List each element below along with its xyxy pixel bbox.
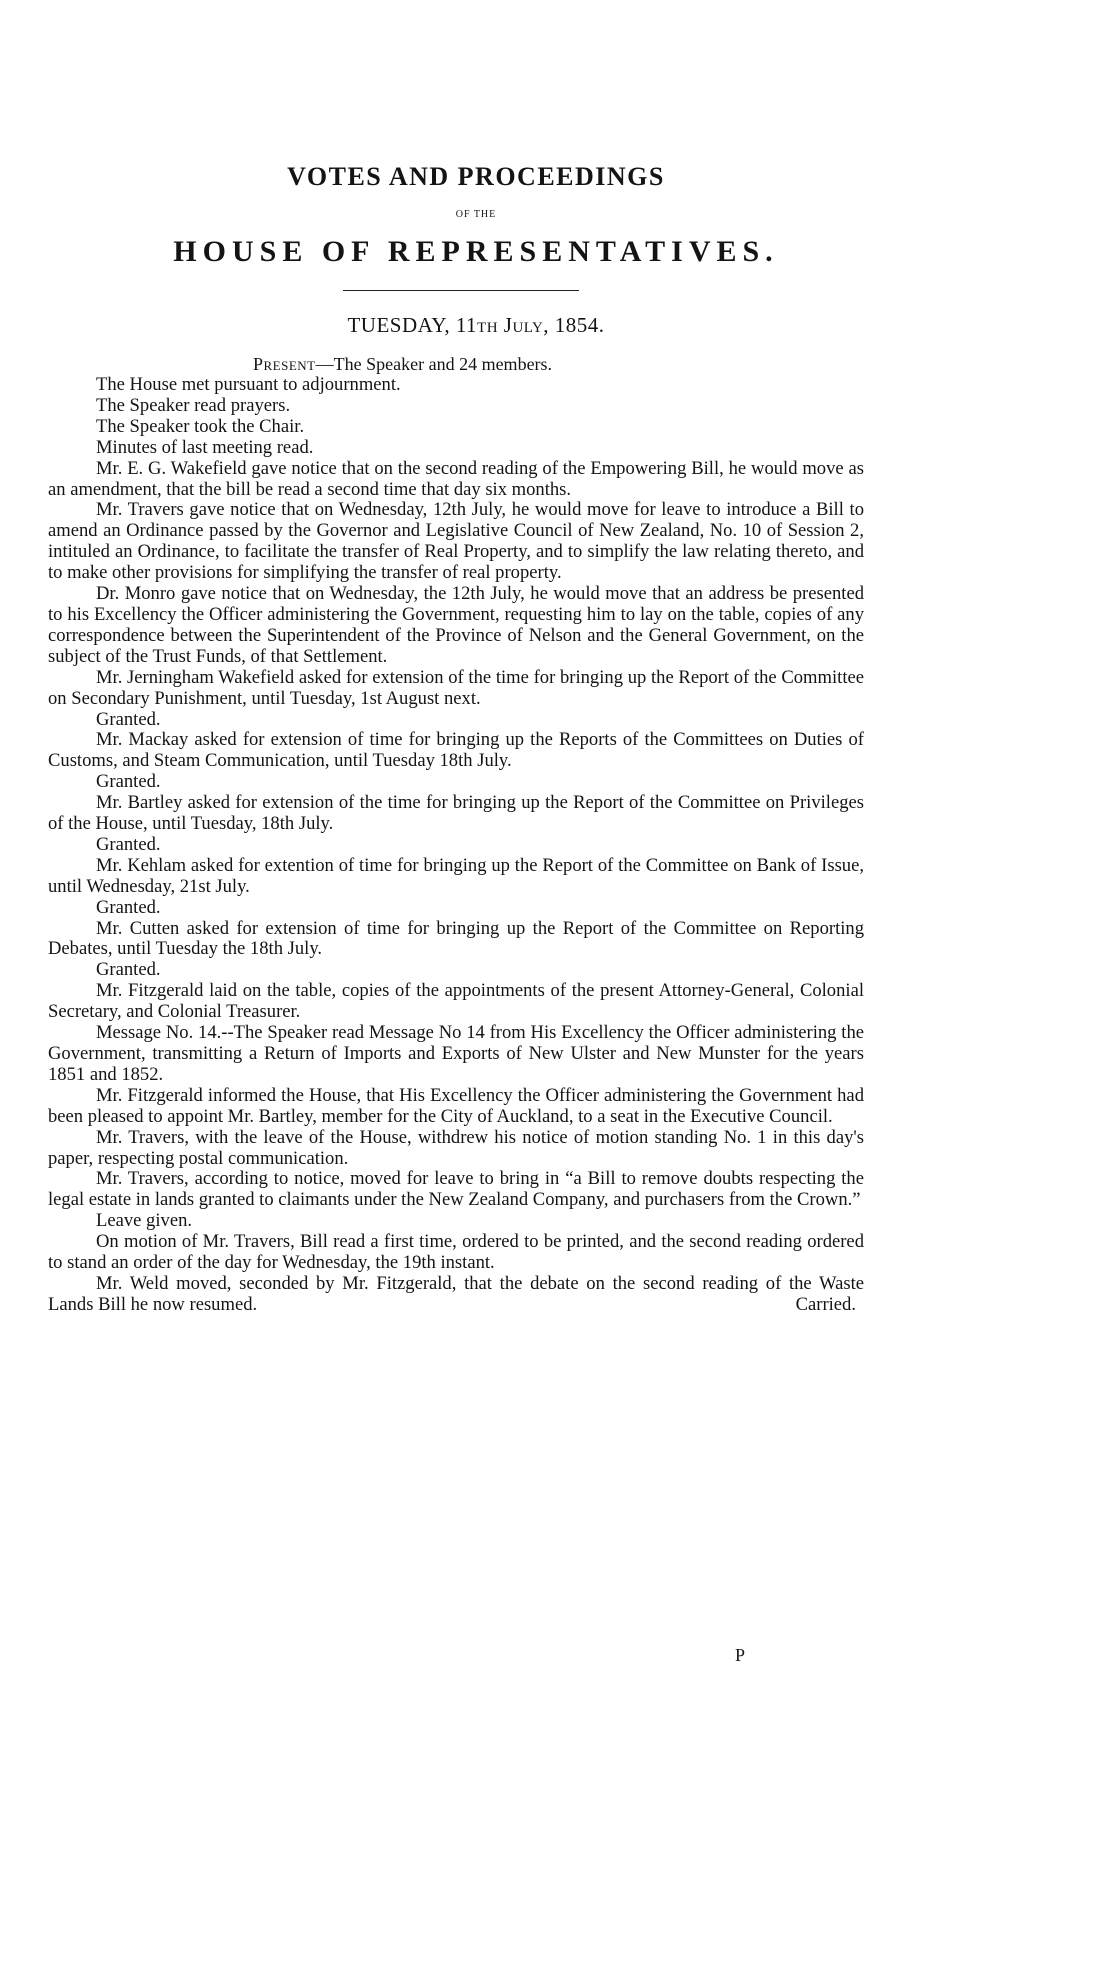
proceeding-paragraph: Minutes of last meeting read. — [96, 436, 314, 458]
proceeding-paragraph: Mr. Travers, according to notice, moved for leave to bring in “a Bill to remove doubts respecting the legal estate in lands granted to claimants under the New Zealand Company, and purchasers from the Crown.” — [48, 1168, 864, 1211]
proceeding-paragraph: Granted. — [96, 771, 161, 793]
carried-label: Carried. — [795, 1293, 856, 1315]
document-title-connector: OF THE — [455, 209, 497, 220]
proceeding-paragraph: Mr. Mackay asked for extension of time for bringing up the Reports of the Committees on Duties of Customs, and Steam Communication, until Tuesday 18th July. — [48, 729, 864, 772]
proceeding-paragraph: Granted. — [96, 896, 161, 918]
session-date-day: TUESDAY, — [347, 313, 451, 337]
proceeding-paragraph: Mr. Travers, with the leave of the House, withdrew his notice of motion standing No. 1 in this day's paper, respecting postal communication. — [48, 1126, 864, 1169]
proceeding-paragraph: Mr. Fitzgerald laid on the table, copies of the appointments of the present Attorney-General, Colonial Secretary, and Colonial Treasurer. — [48, 980, 864, 1023]
attendance-line — [48, 353, 864, 375]
proceeding-paragraph: Message No. 14.--The Speaker read Message No 14 from His Excellency the Officer administering the Government, transmitting a Return of Imports and Exports of New Ulster and New Munster for the years 1851 and 1852. — [48, 1022, 864, 1085]
proceeding-paragraph: Mr. Bartley asked for extension of the time for bringing up the Report of the Committee on Privileges of the House, until Tuesday, 18th July. — [48, 792, 864, 835]
document-subtitle: HOUSE OF REPRESENTATIVES. — [173, 235, 779, 268]
proceeding-paragraph: Mr. Travers gave notice that on Wednesday, 12th July, he would move for leave to introduce a Bill to amend an Ordinance passed by the Governor and Legislative Council of New Zealand, No. 10 of Session 2, intituled an Ordinance, to facilitate the transfer of Real Property, and to simplify the law relating thereto, and to make other provisions for simplifying the transfer of real property. — [48, 499, 864, 584]
attendance-label: Present — [253, 354, 316, 374]
proceeding-paragraph: Granted. — [96, 959, 161, 981]
document-page — [48, 160, 864, 1338]
document-title: VOTES AND PROCEEDINGS — [287, 162, 665, 191]
proceedings-body — [48, 375, 864, 1338]
proceeding-paragraph: Mr. Jerningham Wakefield asked for extension of the time for bringing up the Report of the Committee on Secondary Punishment, until Tuesday, 1st August next. — [48, 666, 864, 709]
proceeding-paragraph: Leave given. — [96, 1210, 193, 1232]
proceeding-paragraph: The House met pursuant to adjournment. — [96, 374, 401, 395]
proceeding-paragraph: Granted. — [96, 708, 161, 730]
proceeding-paragraph: Mr. Weld moved, seconded by Mr. Fitzgerald, that the debate on the second reading of the Waste Lands Bill he now resumed. — [48, 1272, 864, 1315]
attendance-text: —The Speaker and 24 members. — [315, 354, 553, 374]
proceeding-paragraph: Mr. Kehlam asked for extention of time for bringing up the Report of the Committee on Bank of Issue, until Wednesday, 21st July. — [48, 854, 864, 897]
session-date-rest: 11th July, 1854. — [455, 313, 605, 337]
proceeding-paragraph: The Speaker read prayers. — [96, 394, 291, 416]
proceeding-paragraph: On motion of Mr. Travers, Bill read a first time, ordered to be printed, and the second reading ordered to stand an order of the day for Wednesday, the 19th instant. — [48, 1231, 864, 1274]
title-divider — [343, 290, 579, 291]
signature-mark: P — [735, 1645, 746, 1665]
proceeding-paragraph: Mr. Fitzgerald informed the House, that His Excellency the Officer administering the Government had been pleased to appoint Mr. Bartley, member for the City of Auckland, to a seat in the Executive Council. — [48, 1084, 864, 1127]
proceeding-paragraph: The Speaker took the Chair. — [96, 415, 305, 437]
proceeding-paragraph: Dr. Monro gave notice that on Wednesday, the 12th July, he would move that an address be presented to his Excellency the Officer administering the Government, requesting him to lay on the table, copies of any correspondence between the Superintendent of the Province of Nelson and the General Government, on the subject of the Trust Funds, of that Settlement. — [48, 583, 864, 667]
proceeding-paragraph: Mr. E. G. Wakefield gave notice that on the second reading of the Empowering Bill, he would move as an amendment, that the bill be read a second time that day six months. — [48, 457, 864, 500]
session-date — [88, 311, 864, 339]
proceeding-paragraph: Granted. — [96, 833, 161, 855]
proceeding-paragraph: Mr. Cutten asked for extension of time for bringing up the Report of the Committee on Reporting Debates, until Tuesday the 18th July. — [48, 917, 864, 960]
